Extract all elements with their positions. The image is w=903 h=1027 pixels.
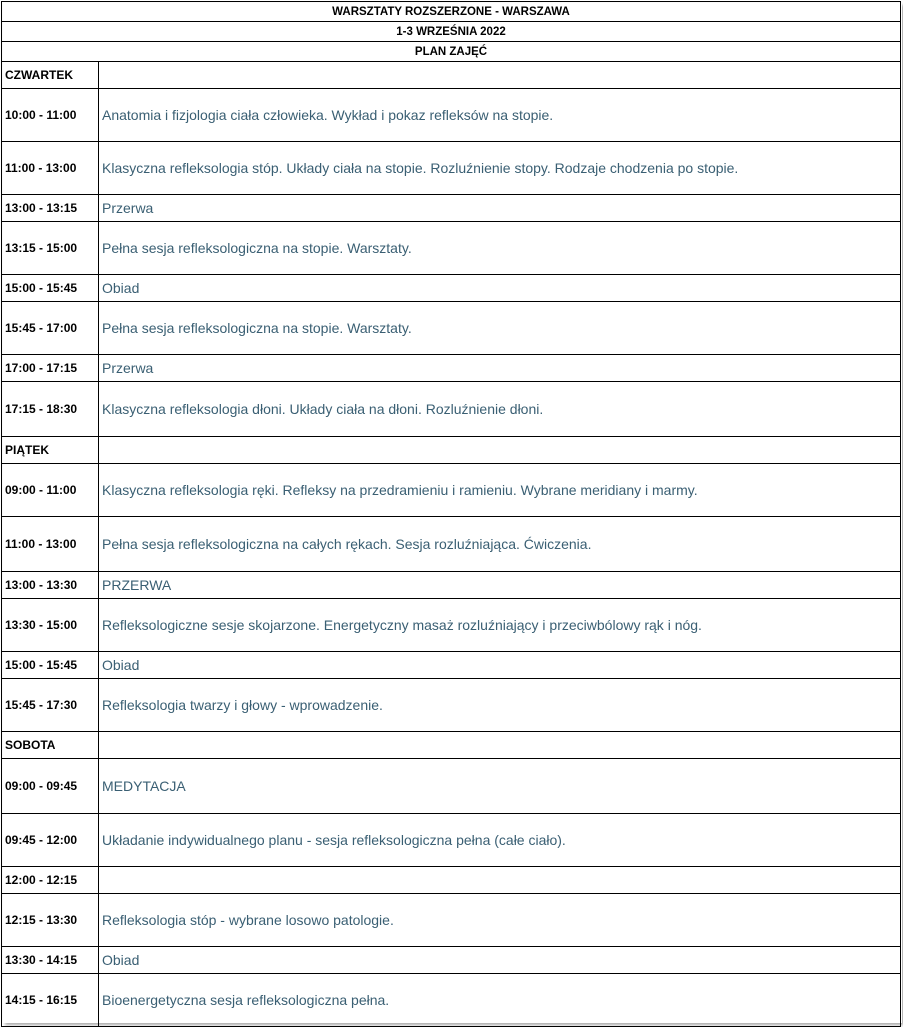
time-cell: 13:00 - 13:15 bbox=[2, 195, 99, 222]
activity-cell: Refleksologia stóp - wybrane losowo patologie. bbox=[99, 894, 901, 947]
table-row bbox=[2, 89, 901, 142]
table-row bbox=[2, 464, 901, 517]
activity-cell: Układanie indywidualnego planu - sesja refleksologiczna pełna (całe ciało). bbox=[99, 814, 901, 867]
time-cell: 11:00 - 13:00 bbox=[2, 517, 99, 572]
time-cell: 13:30 - 14:15 bbox=[2, 947, 99, 974]
time-cell: 09:00 - 09:45 bbox=[2, 759, 99, 814]
table-row bbox=[2, 275, 901, 302]
activity-cell: Obiad bbox=[99, 275, 901, 302]
table-row bbox=[2, 679, 901, 732]
time-cell: 09:00 - 11:00 bbox=[2, 464, 99, 517]
time-cell: 12:15 - 13:30 bbox=[2, 894, 99, 947]
day-label: SOBOTA bbox=[2, 732, 99, 759]
table-row bbox=[2, 599, 901, 652]
activity-cell: Klasyczna refleksologia ręki. Refleksy na przedramieniu i ramieniu. Wybrane meridiany i marmy. bbox=[99, 464, 901, 517]
day-row-czwartek bbox=[2, 62, 901, 89]
table-row bbox=[2, 947, 901, 974]
table-row bbox=[2, 302, 901, 355]
table-row bbox=[2, 355, 901, 382]
schedule-title: WARSZTATY ROZSZERZONE - WARSZAWA bbox=[2, 2, 901, 22]
activity-cell: Refleksologiczne sesje skojarzone. Energetyczny masaż rozluźniający i przeciwbólowy rąk i nóg. bbox=[99, 599, 901, 652]
day-empty-cell bbox=[99, 732, 901, 759]
activity-cell: Pełna sesja refleksologiczna na stopie. Warsztaty. bbox=[99, 222, 901, 275]
time-cell: 13:00 - 13:30 bbox=[2, 572, 99, 599]
activity-cell: Pełna sesja refleksologiczna na całych rękach. Sesja rozluźniająca. Ćwiczenia. bbox=[99, 517, 901, 572]
table-row bbox=[2, 814, 901, 867]
activity-cell bbox=[99, 867, 901, 894]
time-cell: 15:45 - 17:00 bbox=[2, 302, 99, 355]
activity-cell: MEDYTACJA bbox=[99, 759, 901, 814]
time-cell: 11:00 - 13:00 bbox=[2, 142, 99, 195]
activity-cell: Refleksologia twarzy i głowy - wprowadzenie. bbox=[99, 679, 901, 732]
time-cell: 15:00 - 15:45 bbox=[2, 652, 99, 679]
table-row bbox=[2, 382, 901, 437]
time-cell: 17:15 - 18:30 bbox=[2, 382, 99, 437]
day-label: PIĄTEK bbox=[2, 437, 99, 464]
time-cell: 09:45 - 12:00 bbox=[2, 814, 99, 867]
header-row-dates bbox=[2, 22, 901, 42]
day-empty-cell bbox=[99, 62, 901, 89]
schedule-table bbox=[1, 1, 901, 1027]
day-row-piatek bbox=[2, 437, 901, 464]
activity-cell: Obiad bbox=[99, 652, 901, 679]
activity-cell: Anatomia i fizjologia ciała człowieka. Wykład i pokaz refleksów na stopie. bbox=[99, 89, 901, 142]
table-row bbox=[2, 894, 901, 947]
header-row-title bbox=[2, 2, 901, 22]
time-cell: 13:15 - 15:00 bbox=[2, 222, 99, 275]
activity-cell: Klasyczna refleksologia stóp. Układy ciała na stopie. Rozluźnienie stopy. Rodzaje chodzenia po stopie. bbox=[99, 142, 901, 195]
activity-cell: Obiad bbox=[99, 947, 901, 974]
activity-cell: Pełna sesja refleksologiczna na stopie. Warsztaty. bbox=[99, 302, 901, 355]
table-row bbox=[2, 652, 901, 679]
table-row bbox=[2, 517, 901, 572]
activity-cell: Przerwa bbox=[99, 355, 901, 382]
day-label: CZWARTEK bbox=[2, 62, 99, 89]
time-cell: 14:15 - 16:15 bbox=[2, 974, 99, 1027]
time-cell: 10:00 - 11:00 bbox=[2, 89, 99, 142]
activity-cell: Przerwa bbox=[99, 195, 901, 222]
table-row bbox=[2, 222, 901, 275]
activity-cell: Klasyczna refleksologia dłoni. Układy ciała na dłoni. Rozluźnienie dłoni. bbox=[99, 382, 901, 437]
table-row bbox=[2, 759, 901, 814]
schedule-subtitle: PLAN ZAJĘĆ bbox=[2, 42, 901, 62]
time-cell: 13:30 - 15:00 bbox=[2, 599, 99, 652]
day-row-sobota bbox=[2, 732, 901, 759]
activity-cell: Bioenergetyczna sesja refleksologiczna pełna. bbox=[99, 974, 901, 1027]
day-empty-cell bbox=[99, 437, 901, 464]
time-cell: 17:00 - 17:15 bbox=[2, 355, 99, 382]
time-cell: 15:00 - 15:45 bbox=[2, 275, 99, 302]
activity-cell: PRZERWA bbox=[99, 572, 901, 599]
time-cell: 12:00 - 12:15 bbox=[2, 867, 99, 894]
schedule-dates: 1-3 WRZEŚNIA 2022 bbox=[2, 22, 901, 42]
table-row bbox=[2, 974, 901, 1027]
table-row bbox=[2, 867, 901, 894]
table-row bbox=[2, 572, 901, 599]
header-row-subtitle bbox=[2, 42, 901, 62]
table-row bbox=[2, 142, 901, 195]
table-row bbox=[2, 195, 901, 222]
time-cell: 15:45 - 17:30 bbox=[2, 679, 99, 732]
